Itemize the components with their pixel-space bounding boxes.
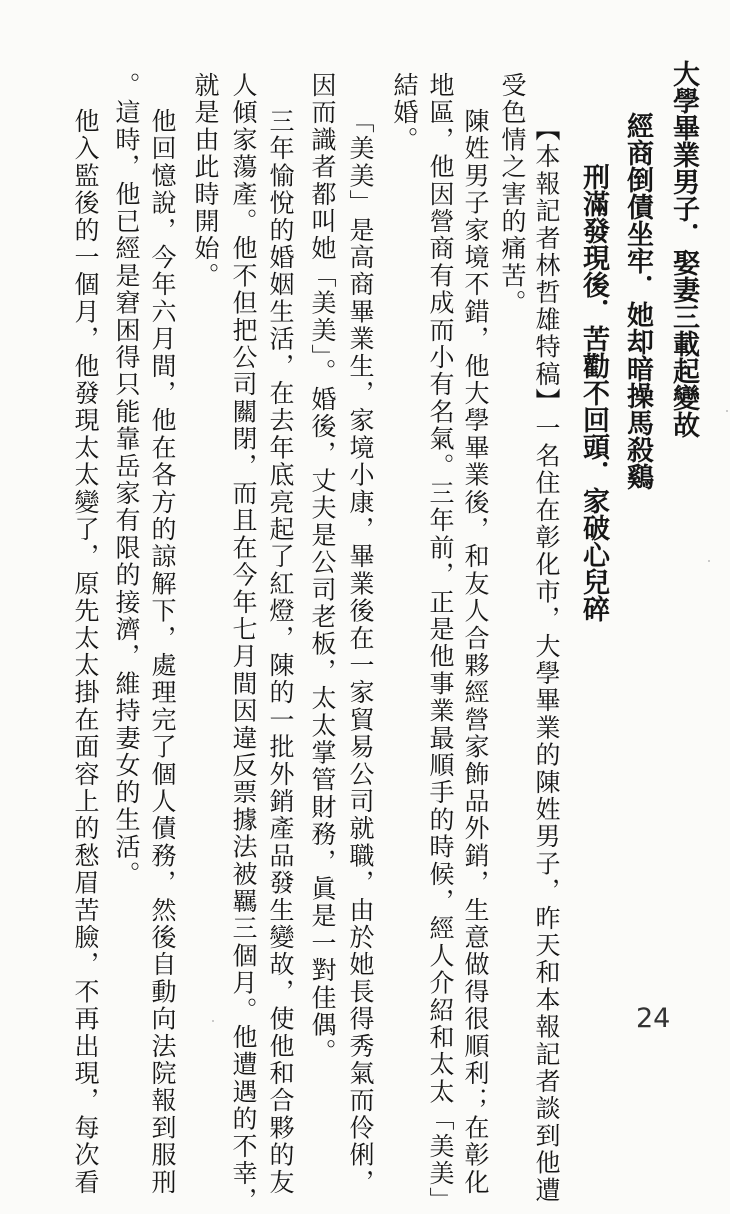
body-column-5: 結婚。 bbox=[390, 72, 419, 154]
body-column-9: 人傾家蕩產。他不但把公司關閉，而且在今年七月間因違反票據法被羈三個月。他遭遇的不幸， bbox=[229, 72, 258, 1214]
headline-line3: 刑滿發現後．苦勸不回頭．家破心兒碎 bbox=[578, 163, 609, 622]
body-column-7: 因而識者都叫她「美美」。婚後，丈夫是公司老板，太太掌管財務，眞是一對佳偶。 bbox=[308, 72, 337, 1066]
body-column-12: 。這時，他已經是窘困得只能靠岳家有限的接濟，維持妻女的生活。 bbox=[112, 72, 141, 888]
scan-speck bbox=[726, 410, 728, 412]
headline-line2: 經商倒債坐牢．她却暗操馬殺鷄 bbox=[622, 112, 653, 490]
page-number: 24 bbox=[636, 1003, 671, 1034]
headline-line1: 大學畢業男子．娶妻三載起變故 bbox=[668, 60, 699, 438]
scan-speck bbox=[212, 1020, 214, 1022]
body-column-8: 三年愉悅的婚姻生活，在去年底亮起了紅燈，陳的一批外銷產品發生變故，使他和合夥的友 bbox=[266, 108, 295, 1196]
body-column-3: 陳姓男子家境不錯，他大學畢業後，和友人合夥經營家飾品外銷，生意做得很順利；在彰化 bbox=[461, 108, 490, 1196]
body-column-4: 地區，他因營商有成而小有名氣。三年前，正是他事業最順手的時候，經人介紹和太太「美美」 bbox=[426, 72, 455, 1214]
body-column-11: 他回憶說，今年六月間，他在各方的諒解下，處理完了個人債務，然後自動向法院報到服刑 bbox=[148, 108, 177, 1196]
body-column-10: 就是由此時開始。 bbox=[191, 72, 220, 290]
body-column-2: 受色情之害的痛苦。 bbox=[498, 72, 527, 317]
body-column-6: 「美美」是高商畢業生，家境小康，畢業後在一家貿易公司就職，由於她長得秀氣而伶俐， bbox=[346, 108, 375, 1196]
body-column-13: 他入監後的一個月，他發現太太變了，原先太太掛在面容上的愁眉苦臉，不再出現，每次看 bbox=[71, 108, 100, 1196]
scan-speck bbox=[708, 560, 710, 562]
body-column-1: 【本報記者林哲雄特稿】一名住在彰化市，大學畢業的陳姓男子，昨天和本報記者談到他遭 bbox=[532, 116, 561, 1204]
